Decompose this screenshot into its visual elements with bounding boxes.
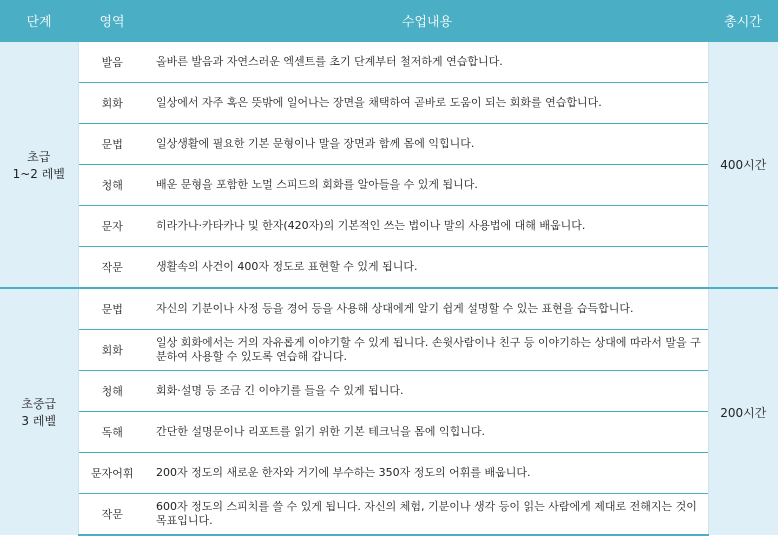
header-stage: 단계 [0, 0, 78, 41]
table-row [0, 288, 778, 330]
area-cell: 문법 [78, 124, 146, 165]
area-cell: 문법 [78, 288, 146, 330]
table-row [0, 371, 778, 412]
area-cell: 문자 [78, 206, 146, 247]
content-cell: 일상생활에 필요한 기본 문형이나 말을 장면과 함께 몸에 익힙니다. [146, 124, 708, 165]
hours-cell-beginner: 400시간 [708, 41, 778, 288]
content-cell: 생활속의 사건이 400자 정도로 표현할 수 있게 됩니다. [146, 247, 708, 289]
content-cell: 히라가나·카타카나 및 한자(420자)의 기본적인 쓰는 법이나 말의 사용법에 대해 배웁니다. [146, 206, 708, 247]
area-cell: 청해 [78, 165, 146, 206]
content-cell: 간단한 설명문이나 리포트를 읽기 위한 기본 테크닉을 몸에 익힙니다. [146, 412, 708, 453]
area-cell: 회화 [78, 330, 146, 371]
table-row [0, 247, 778, 289]
area-cell: 독해 [78, 412, 146, 453]
area-cell: 발음 [78, 41, 146, 83]
content-cell: 600자 정도의 스피치를 쓸 수 있게 됩니다. 자신의 체험, 기분이나 생각 등이 읽는 사람에게 제대로 전해지는 것이 목표입니다. [146, 494, 708, 536]
area-cell: 청해 [78, 371, 146, 412]
content-cell: 자신의 기분이나 사정 등을 경어 등을 사용해 상대에게 알기 쉽게 설명할 수 있는 표현을 습득합니다. [146, 288, 708, 330]
content-cell: 배운 문형을 포함한 노멀 스피드의 회화를 알아들을 수 있게 됩니다. [146, 165, 708, 206]
stage-level: 3 레벨 [21, 414, 57, 428]
header-area: 영역 [78, 0, 146, 41]
table-row [0, 124, 778, 165]
stage-name: 초급 [27, 149, 51, 164]
area-cell: 회화 [78, 83, 146, 124]
table-row [0, 453, 778, 494]
stage-name: 초중급 [21, 397, 57, 411]
table-row [0, 165, 778, 206]
header-content: 수업내용 [146, 0, 708, 41]
area-cell: 문자어휘 [78, 453, 146, 494]
stage-cell-beginner [0, 41, 78, 288]
content-cell: 회화·설명 등 조금 긴 이야기를 들을 수 있게 됩니다. [146, 371, 708, 412]
content-cell: 일상에서 자주 혹은 뜻밖에 일어나는 장면을 채택하여 곧바로 도움이 되는 회화를 연습합니다. [146, 83, 708, 124]
table-row [0, 41, 778, 83]
area-cell: 작문 [78, 494, 146, 536]
header-row [0, 0, 778, 41]
table-row [0, 206, 778, 247]
table-row [0, 83, 778, 124]
header-hours: 총시간 [708, 0, 778, 41]
content-cell: 일상 회화에서는 거의 자유롭게 이야기할 수 있게 됩니다. 손윗사람이나 친구 등 이야기하는 상대에 따라서 말을 구분하여 사용할 수 있도록 연습해 갑니다. [146, 330, 708, 371]
stage-level: 1~2 레벨 [12, 166, 65, 181]
table-row [0, 412, 778, 453]
content-cell: 올바른 발음과 자연스러운 엑센트를 초기 단계부터 철저하게 연습합니다. [146, 41, 708, 83]
hours-cell-intermediate: 200시간 [708, 288, 778, 535]
table-row [0, 330, 778, 371]
stage-cell-intermediate [0, 288, 78, 535]
content-cell: 200자 정도의 새로운 한자와 거기에 부수하는 350자 정도의 어휘를 배웁니다. [146, 453, 708, 494]
area-cell: 작문 [78, 247, 146, 289]
